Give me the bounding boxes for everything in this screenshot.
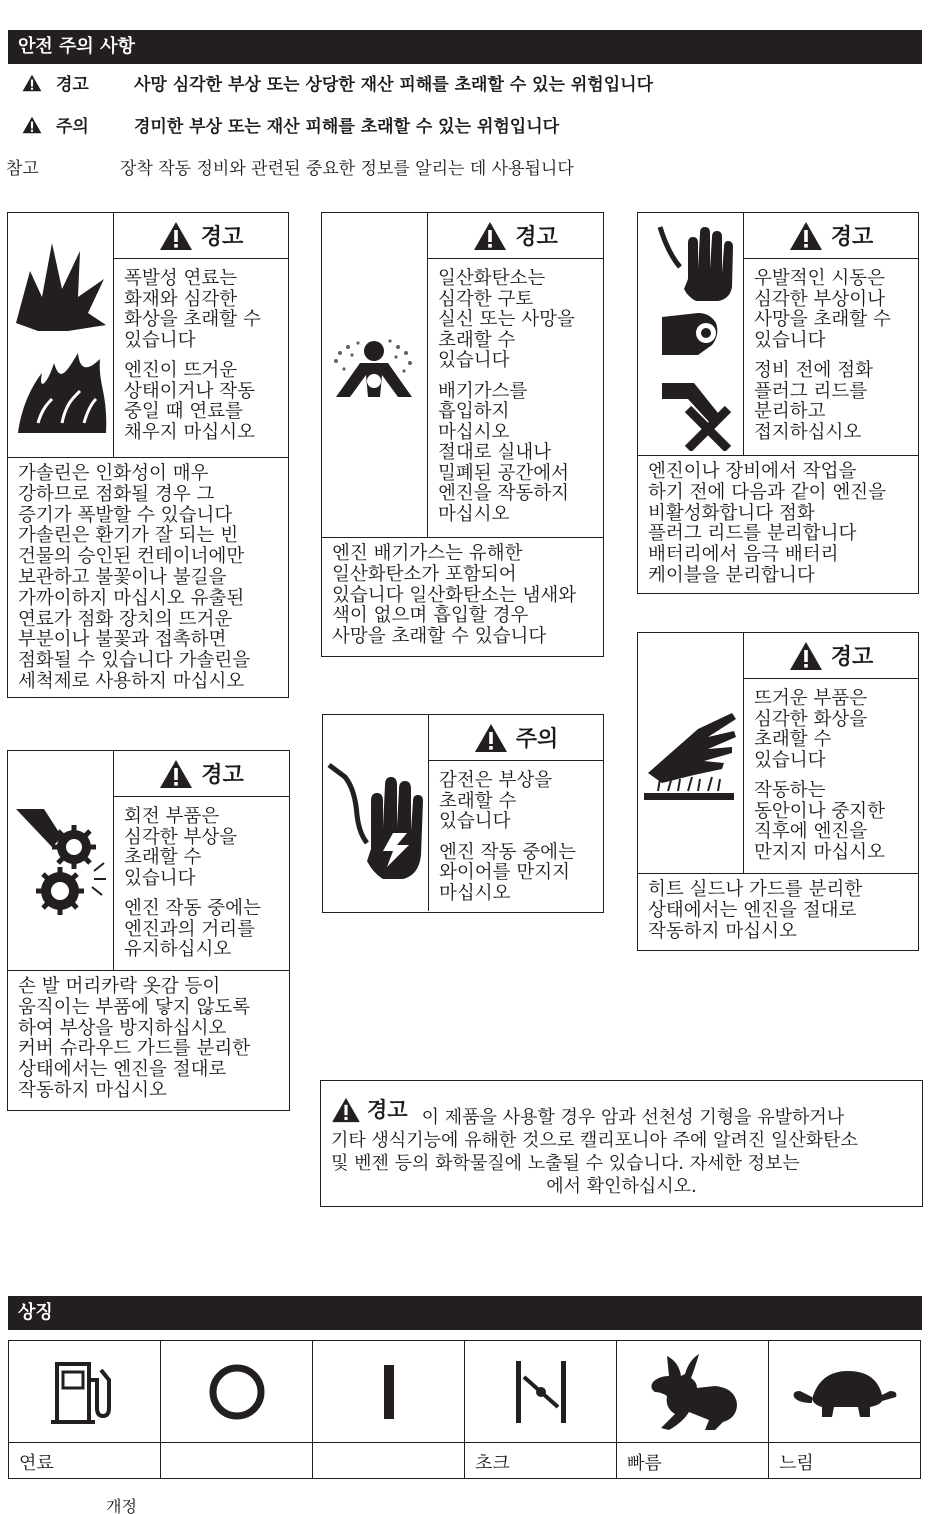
fuel-warning-body [124,269,282,453]
shock-caution-p2: 엔진 작동 중에는 와이어를 만지지 마십시오 [439,841,576,904]
start-warning-box [637,212,919,594]
symbol-icon-choke [465,1341,616,1443]
start-hazard-pictogram [638,213,744,455]
off-circle-icon [206,1361,268,1423]
turtle-icon [790,1361,900,1423]
co-warning-title: 경고 [515,225,558,250]
co-warning-box [321,212,604,657]
legend-note-row [6,154,574,179]
legend-warning-row [22,70,653,95]
symbol-label-fuel: 연료 [19,1453,54,1474]
co-warning-p1: 일산화탄소는 심각한 구토 실신 또는 사망을 초래할 수 있습니다 [438,268,575,371]
hot-warning-body [754,689,912,873]
caution-triangle-icon [22,116,42,134]
fuel-pump-icon [49,1358,121,1426]
legend-warning-term: 경고 [56,75,89,95]
symbol-icon-slow [769,1341,920,1443]
warning-triangle-icon [159,759,193,789]
start-warning-p1: 우발적인 시동은 심각한 부상이나 사망을 초래할 수 있습니다 [754,268,891,351]
co-hazard-pictogram [322,213,428,537]
symbol-label-choke: 초크 [475,1453,510,1474]
symbol-label-slow: 느림 [779,1453,814,1474]
symbol-cell-choke [465,1341,617,1478]
rotating-hazard-pictogram [8,751,114,970]
shock-caution-header [429,715,603,761]
rotating-warning-p2: 엔진 작동 중에는 엔진과의 거리를 유지하십시오 [124,898,261,960]
symbol-icon-fuel [9,1341,160,1443]
co-warning-footer: 엔진 배기가스는 유해한 일산화탄소가 포함되어 있습니다 일산화탄소는 냄새와 색이 없으며 흡입할 경우 사망을 초래할 수 있습니다 [322,537,603,654]
warning-triangle-icon [789,641,823,671]
symbol-label-off [161,1443,312,1455]
symbol-icon-off [161,1341,312,1443]
warning-triangle-icon [789,221,823,251]
legend-caution-row [22,112,559,137]
prop65-lead [331,1097,408,1123]
prop65-text-end: 에서 확인하십시오. [546,1176,697,1197]
start-warning-header [744,213,918,259]
hot-hazard-pictogram [638,633,744,873]
shock-caution-body [439,771,597,914]
symbols-section-title: 상징 [18,1302,53,1323]
fuel-warning-p2: 엔진이 뜨거운 상태이거나 작동 중일 때 연료를 채우지 마십시오 [124,360,255,443]
symbol-icon-fast [617,1341,768,1443]
hand-shock-icon [323,715,427,909]
symbol-cell-on [313,1341,465,1478]
start-warning-title: 경고 [830,225,874,250]
exhaust-person-icon [322,213,426,533]
hot-warning-box [637,632,919,951]
warning-triangle-icon [22,74,42,92]
fuel-hazard-pictogram [8,213,114,457]
rotating-warning-title: 경고 [201,763,244,788]
shock-caution-box [322,714,604,913]
legend-warning-text: 사망 심각한 부상 또는 상당한 재산 피해를 초래할 수 있는 위험입니다 [134,75,653,95]
shock-caution-p1: 감전은 부상을 초래할 수 있습니다 [439,770,553,832]
fuel-warning-p1: 폭발성 연료는 화재와 심각한 화상을 초래할 수 있습니다 [124,268,261,351]
prop65-lead-term: 경고 [367,1097,408,1122]
symbol-cell-fast [617,1341,769,1478]
choke-icon [506,1357,576,1427]
rotating-warning-footer: 손 발 머리카락 옷감 등이 움직이는 부품에 닿지 않도록 하여 부상을 방지하십시오 커버 슈라우드 가드를 분리한 상태에서는 엔진을 절대로 작동하지 마십시오 [8,970,289,1108]
prop65-text: 이 제품을 사용할 경우 암과 선천성 기형을 유발하거나 기타 생식기능에 유해한 것으로 캘리포니아 주에 알려진 일산화탄소 및 벤젠 등의 화학물질에 노출될 수 있습니다. 자세한 정보는 [331,1107,858,1174]
shock-hazard-pictogram [323,715,429,911]
warning-triangle-icon [331,1097,361,1123]
legend-note-text: 장착 작동 정비와 관련된 중요한 정보를 알리는 데 사용됩니다 [120,159,574,179]
start-warning-p2: 정비 전에 점화 플러그 리드를 분리하고 접지하십시오 [754,360,873,443]
hot-warning-title: 경고 [830,645,874,670]
rotating-warning-body [124,807,283,971]
gears-hand-icon [8,751,112,967]
co-warning-header [428,213,603,259]
symbols-section-header [8,1296,922,1330]
rotating-warning-box [7,750,290,1111]
legend-note-term: 참고 [6,159,39,179]
hot-warning-header [744,633,918,679]
symbol-label-on [313,1443,464,1455]
hot-surface-hand-icon [638,633,742,871]
fuel-warning-title: 경고 [200,225,244,250]
rotating-warning-p1: 회전 부품은 심각한 부상을 초래할 수 있습니다 [124,806,238,889]
start-warning-footer: 엔진이나 장비에서 작업을 하기 전에 다음과 같이 엔진을 비활성화합니다 점화 플러그 리드를 분리합니다 배터리에서 음극 배터리 케이블을 분리합니다 [638,455,918,593]
symbol-cell-fuel [9,1341,161,1478]
safety-section-header [8,30,922,64]
prop65-warning-box [320,1080,923,1207]
symbol-cell-slow [769,1341,920,1478]
fuel-warning-header [114,213,288,259]
shock-caution-title: 주의 [515,727,559,752]
co-warning-p2: 배기가스를 흡입하지 마십시오 절대로 실내나 밀폐된 공간에서 엔진을 작동하지 마십시오 [438,380,569,525]
fuel-warning-footer: 가솔린은 인화성이 매우 강하므로 점화될 경우 그 증기가 폭발할 수 있습니다 가솔린은 환기가 잘 되는 빈 건물의 승인된 컨테이너에만 보관하고 불꽃이나 불길을 가까이하지 마십시오 유출된 연료가 점화 장치의 뜨거운 부분이나 불꽃과 접촉하면 점화될 수 있습니다 가솔린을 세척제로 사용하지 마십시오 [8,457,288,699]
hand-plug-icon [638,213,742,451]
safety-section-title: 안전 주의 사항 [18,36,135,57]
on-bar-icon [379,1361,399,1423]
symbols-table [8,1340,921,1479]
symbol-cell-off [161,1341,313,1478]
legend-caution-text: 경미한 부상 또는 재산 피해를 초래할 수 있는 위험입니다 [134,117,560,137]
hot-warning-p2: 작동하는 동안이나 중지한 직후에 엔진을 만지지 마십시오 [754,780,885,863]
legend-caution-term: 주의 [56,117,89,137]
fuel-warning-box [7,212,289,698]
rotating-warning-header [114,751,289,797]
hot-warning-footer: 히트 실드나 가드를 분리한 상태에서는 엔진을 절대로 작동하지 마십시오 [638,873,918,948]
rabbit-icon [645,1352,741,1432]
hot-warning-p1: 뜨거운 부품은 심각한 화상을 초래할 수 있습니다 [754,688,868,771]
explosion-fire-icon [8,213,112,453]
symbol-icon-on [313,1341,464,1443]
symbol-label-fast: 빠름 [627,1453,662,1474]
warning-triangle-icon [473,221,507,251]
warning-triangle-icon [159,221,193,251]
co-warning-body [438,269,597,535]
caution-triangle-icon [474,723,508,753]
start-warning-body [754,269,912,453]
revision-label: 개정 [106,1497,137,1514]
